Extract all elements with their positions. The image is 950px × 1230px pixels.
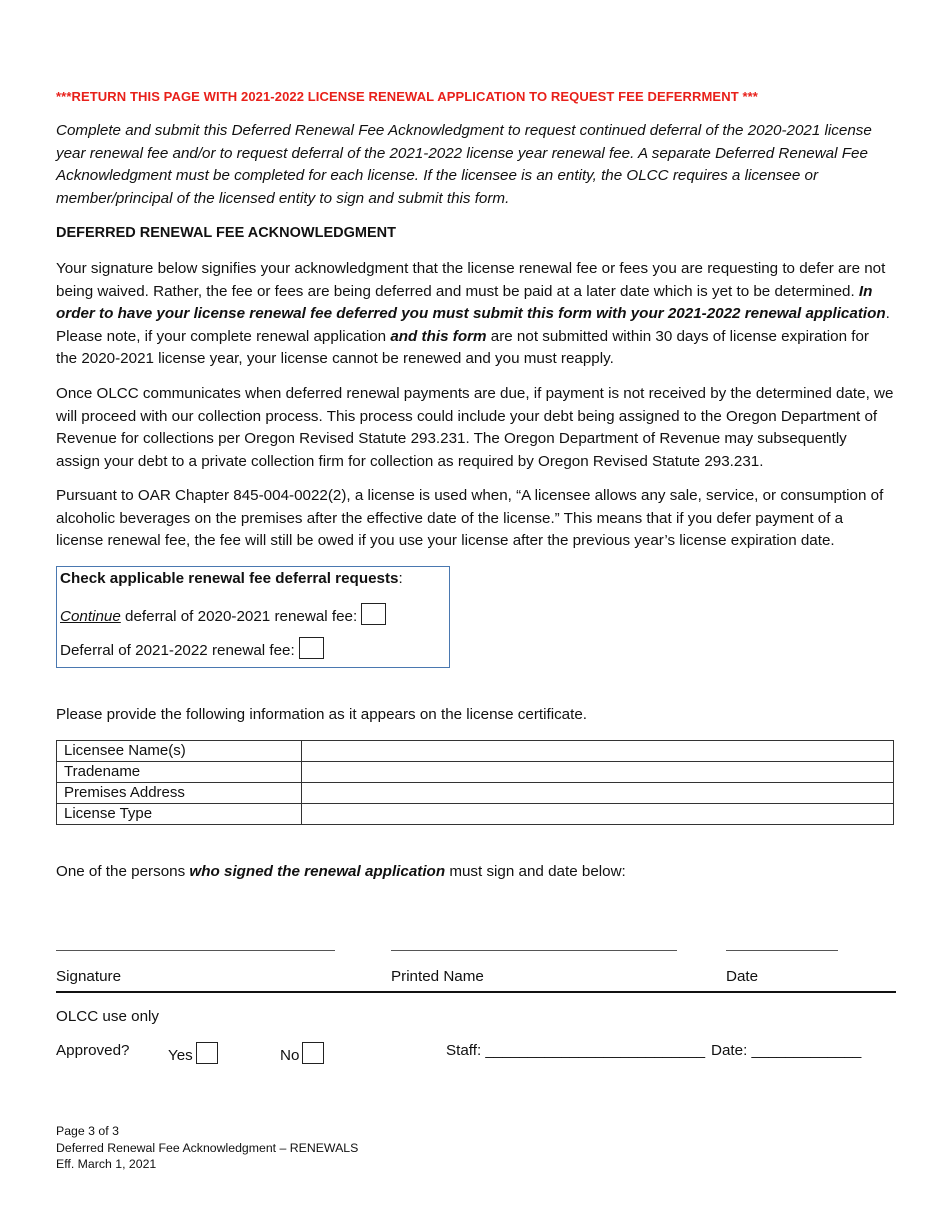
- table-row: [57, 804, 894, 825]
- section-divider: [56, 991, 896, 993]
- continue-deferral-checkbox[interactable]: [361, 603, 386, 625]
- date-line[interactable]: [726, 950, 838, 951]
- intro-paragraph: Complete and submit this Deferred Renewal Fee Acknowledgment to request continued deferral of the 2020-2021 license year renewal fee and/or to request deferral of the 2021-2022 license year renewal fee. A separate Deferred Renewal Fee Acknowledgment must be completed for each license. If the licensee is an entity, the OLCC requires a licensee or member/principal of the licensed entity to sign and submit this form.: [56, 122, 872, 207]
- p1-emphasis-1: In order to have your license renewal fee deferred you must submit this form with your 2021-2022 renewal application: [56, 282, 886, 322]
- staff-field[interactable]: Staff: __________________________: [446, 1042, 706, 1059]
- footer-effective-date: Eff. March 1, 2021: [56, 1157, 157, 1171]
- page-footer: [56, 1123, 358, 1173]
- olcc-use-only-label: OLCC use only: [56, 1008, 159, 1025]
- table-row: [57, 783, 894, 804]
- table-row: [57, 762, 894, 783]
- date-label: Date: [726, 968, 759, 985]
- collection-paragraph: Once OLCC communicates when deferred renewal payments are due, if payment is not received by the determined date, we will proceed with our collection process. This process could include your debt being assigned to the Oregon Department of Revenue for collections per Oregon Revised Statute 293.231. The Oregon Department of Revenue may subsequently assign your debt to a private collection firm for collection as required by Oregon Revised Statute 293.231.: [56, 385, 894, 470]
- printed-name-line[interactable]: [391, 950, 677, 951]
- olcc-date-field[interactable]: Date: _____________: [711, 1042, 862, 1059]
- deferral-request-box: [56, 566, 450, 668]
- provide-info-instruction: Please provide the following information as it appears on the license certificate.: [56, 706, 588, 723]
- p1-text-2: . Please note, if your complete renewal application: [56, 305, 890, 345]
- yes-option: [168, 1042, 218, 1064]
- license-type-field[interactable]: [302, 804, 894, 825]
- continue-word: Continue: [60, 608, 121, 625]
- table-row: [57, 741, 894, 762]
- no-option: [280, 1042, 324, 1064]
- deferral-box-title: Check applicable renewal fee deferral requests:: [60, 570, 403, 587]
- premises-address-field[interactable]: [302, 783, 894, 804]
- section-heading: DEFERRED RENEWAL FEE ACKNOWLEDGMENT: [56, 225, 396, 241]
- premises-address-label: Premises Address: [57, 783, 302, 804]
- new-deferral-checkbox[interactable]: [299, 637, 324, 659]
- yes-checkbox[interactable]: [196, 1042, 218, 1064]
- approved-label: Approved?: [56, 1042, 130, 1059]
- licensee-name-field[interactable]: [302, 741, 894, 762]
- footer-form-name: Deferred Renewal Fee Acknowledgment – RENEWALS: [56, 1140, 359, 1155]
- signature-line[interactable]: [56, 950, 335, 951]
- continue-deferral-row: [60, 603, 386, 627]
- acknowledgment-paragraph: [56, 258, 894, 371]
- p1-emphasis-2: and this form: [390, 327, 487, 345]
- printed-name-label: Printed Name: [391, 968, 484, 985]
- sign-instruction: One of the persons who signed the renewal application must sign and date below:: [56, 863, 626, 880]
- sign-emphasis: who signed the renewal application: [189, 863, 446, 880]
- yes-label: Yes: [168, 1047, 193, 1064]
- license-info-table: [56, 740, 894, 825]
- signature-label: Signature: [56, 968, 122, 985]
- p1-text-1: Your signature below signifies your acknowledgment that the license renewal fee or fees you are requesting to defer are not being waived. Rather, the fee or fees are being deferred and must be paid at a later date which is yet to be determined.: [56, 260, 886, 300]
- new-deferral-row: [60, 637, 324, 661]
- license-type-label: License Type: [57, 804, 302, 825]
- no-label: No: [280, 1047, 300, 1064]
- oar-paragraph: Pursuant to OAR Chapter 845-004-0022(2), a license is used when, “A licensee allows any sale, service, or consumption of alcoholic beverages on the premises after the effective date of the license.” This means that if you defer payment of a license renewal fee, the fee will still be owed if you use your license after the previous year’s license expiration date.: [56, 487, 884, 549]
- tradename-field[interactable]: [302, 762, 894, 783]
- continue-deferral-label: deferral of 2020-2021 renewal fee:: [120, 608, 358, 625]
- new-deferral-label: Deferral of 2021-2022 renewal fee:: [60, 642, 295, 659]
- p1-text-3: are not submitted within 30 days of license expiration for the 2020-2021 license year, your license cannot be renewed and you must reapply.: [56, 327, 869, 367]
- return-notice-banner: ***RETURN THIS PAGE WITH 2021-2022 LICENSE RENEWAL APPLICATION TO REQUEST FEE DEFERRMENT ***: [56, 89, 758, 104]
- licensee-name-label: Licensee Name(s): [57, 741, 302, 762]
- tradename-label: Tradename: [57, 762, 302, 783]
- page-number: Page 3 of 3: [56, 1124, 119, 1138]
- no-checkbox[interactable]: [302, 1042, 324, 1064]
